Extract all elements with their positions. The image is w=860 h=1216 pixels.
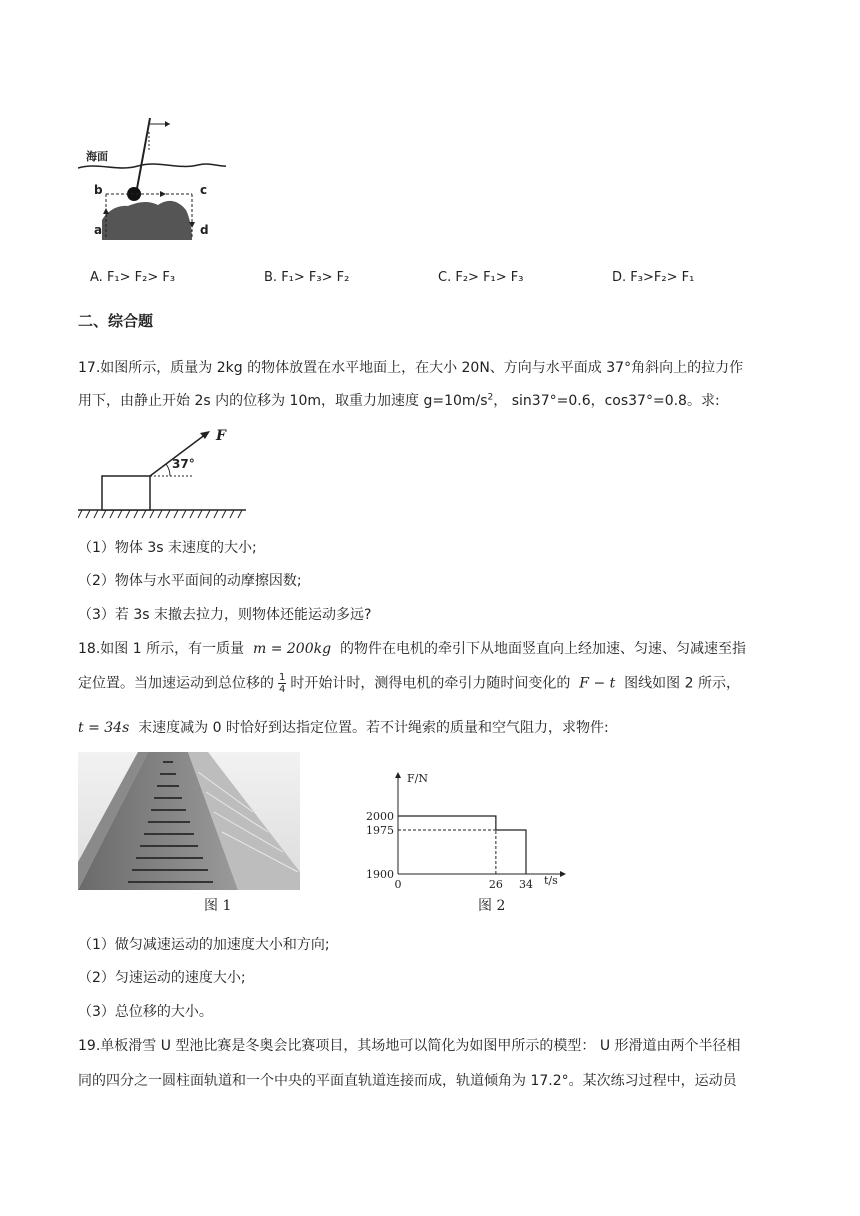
q17-line1: 17.如图所示，质量为 2kg 的物体放置在水平地面上，在大小 20N、方向与水平面成 37°角斜向上的拉力作: [78, 360, 744, 376]
fig2-caption: 图 2: [478, 898, 506, 914]
q17-sub1: （1）物体 3s 末速度的大小;: [78, 540, 257, 556]
option-a[interactable]: A. F₁> F₂> F₃: [90, 270, 176, 285]
q18-line2: 定位置。当加速运动到总位移的 $\frac{1}{4}$ 时开始计时，测得电机的牵引力随时间变化的 F − t 图线如图 2 所示，: [78, 672, 740, 695]
y-tick-label: 1900: [366, 868, 394, 881]
label-d: d: [200, 223, 209, 237]
option-b[interactable]: B. F₁> F₃> F₂: [264, 270, 350, 285]
angle-label: 37°: [172, 457, 195, 471]
x-tick-label: 26: [488, 878, 503, 890]
q18-sub1: （1）做匀减速运动的加速度大小和方向;: [78, 937, 330, 953]
x-tick-label: 0: [394, 878, 402, 890]
q17-sub2: （2）物体与水平面间的动摩擦因数;: [78, 573, 302, 589]
x-tick-label: 34: [519, 878, 533, 890]
y-tick-label: 2000: [366, 810, 394, 823]
q16-figure: [78, 110, 228, 250]
seabed-mound: [102, 201, 192, 240]
y-axis-label: F/N: [407, 772, 428, 785]
q18-line1: 18.如图 1 所示，有一质量 m = 200kg 的物件在电机的牵引下从地面竖直向上经加速、匀速、匀减速至指: [78, 641, 746, 657]
x-axis-label: t/s: [544, 874, 558, 887]
force-label: F: [216, 428, 226, 444]
y-tick-label: 1975: [366, 824, 394, 837]
building-photo: [78, 752, 300, 892]
series-line: [398, 816, 526, 874]
label-c: c: [200, 183, 208, 197]
q19-line2: 同的四分之一圆柱面轨道和一个中央的平面直轨道连接而成，轨道倾角为 17.2°。某次练习过程中，运动员: [78, 1073, 737, 1089]
fraction-quarter: $\frac{1}{4}$: [279, 672, 286, 695]
q19-line1: 19.单板滑雪 U 型池比赛是冬奥会比赛项目，其场地可以简化为如图甲所示的模型： U 形滑道由两个半径相: [78, 1038, 741, 1054]
sea-surface: [78, 164, 226, 168]
q18-line3: t = 34s 末速度减为 0 时恰好到达指定位置。若不计绳索的质量和空气阻力，求物件:: [78, 720, 609, 736]
label-b: b: [94, 183, 103, 197]
q17-figure: [78, 422, 248, 522]
fig1-caption: 图 1: [204, 898, 232, 914]
label-a: a: [94, 223, 103, 237]
block: [102, 476, 150, 510]
option-c[interactable]: C. F₂> F₁> F₃: [438, 270, 524, 285]
force-time-chart: [350, 770, 580, 890]
sea-label: 海面: [86, 150, 108, 163]
q17-sub3: （3）若 3s 末撤去拉力，则物体还能运动多远?: [78, 607, 372, 623]
q18-sub3: （3）总位移的大小。: [78, 1004, 213, 1020]
option-d[interactable]: D. F₃>F₂> F₁: [612, 270, 695, 285]
q17-line2: 用下，由静止开始 2s 内的位移为 10m，取重力加速度 $g=10m/s^2$， sin37°=0.6，cos37°=0.8。求:: [78, 392, 720, 409]
section-title: 二、综合题: [78, 312, 154, 330]
pole: [136, 118, 150, 194]
q18-sub2: （2）匀速运动的速度大小;: [78, 970, 246, 986]
